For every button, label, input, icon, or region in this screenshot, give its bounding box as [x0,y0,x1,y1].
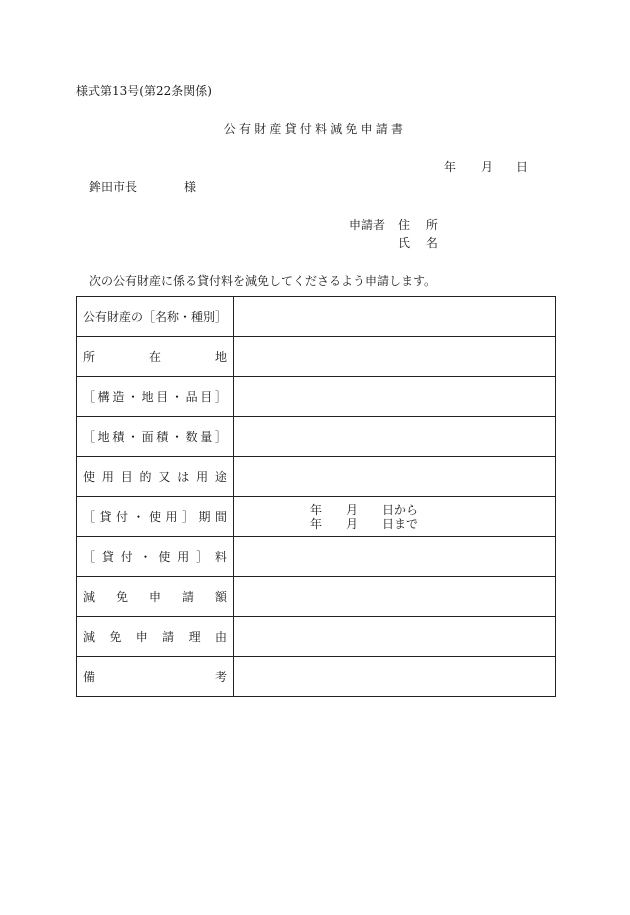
row-label-char: 用 [165,510,178,524]
row-label-char: 料 [214,550,227,564]
period-to-row [310,517,555,531]
form-number: 様式第13号(第22条関係) [76,84,212,98]
row-label-char: ［ [83,510,96,524]
row-label-char: 考 [215,670,228,684]
application-table [76,296,556,697]
row-label-char: 又 [158,470,171,484]
row-label-char: ［ [83,390,96,404]
row-label-char: ［ [83,550,96,564]
row-label-char: ・ [132,510,145,524]
fee-field[interactable] [234,537,556,577]
row-label-char: 所 [83,350,96,364]
row-label-char: ・ [139,550,152,564]
row-label [77,537,233,576]
row-label-char: ］ [196,550,209,564]
row-label-text: 公有財産の［名称・種別］ [83,310,228,324]
addressee: 鉾田市長 [89,180,138,194]
row-label-char: 期 [198,510,211,524]
row-label-cell [77,457,234,497]
row-label-char: 由 [214,630,227,644]
row-label-char: 的 [139,470,152,484]
row-label-char: 減 [83,630,96,644]
row-label-char: 途 [214,470,227,484]
row-label [77,337,233,376]
row-label-char: 減 [83,590,96,604]
row-label [77,657,233,696]
table-row [77,297,556,337]
applicant-address-label: 住 所 [398,218,444,232]
remarks-field[interactable] [234,657,556,697]
applicant-name-label: 氏 名 [398,236,444,250]
row-label-char: 量 [200,430,213,444]
row-label [77,297,233,336]
row-label-char: 在 [149,350,162,364]
row-label-char: ・ [126,390,139,404]
row-label-char: ］ [182,510,195,524]
intro-text: 次の公有財産に係る貸付料を減免してくださるよう申請します。 [89,274,437,288]
period-block [310,503,555,531]
table-row [77,377,556,417]
row-label-char: 用 [196,470,209,484]
row-label-char: 貸 [99,510,112,524]
table-row [77,577,556,617]
period-from-year: 年 [310,502,323,517]
row-label-char: 積 [156,430,169,444]
row-label-cell [77,297,234,337]
row-label-char: ・ [170,430,183,444]
row-label-char: 免 [116,590,129,604]
period-field[interactable] [234,497,556,537]
table-row [77,417,556,457]
date-month-label: 月 [481,160,494,174]
period-from-month: 月 [346,502,359,517]
row-label-char: 請 [182,590,195,604]
row-label-char: 申 [135,630,148,644]
row-label [77,617,233,656]
period-from-row [310,503,555,517]
table-row [77,497,556,537]
row-label [77,377,233,416]
table-row [77,337,556,377]
table-row [77,617,556,657]
row-label-char: 構 [97,390,110,404]
row-label-char: 使 [83,470,96,484]
row-label-char: 地 [215,350,228,364]
row-label-char: 理 [188,630,201,644]
period-to-year: 年 [310,516,323,531]
row-label-char: ・ [126,430,139,444]
row-label-char: 請 [162,630,175,644]
row-label-cell [77,657,234,697]
row-label-char: 使 [149,510,162,524]
date-day-label: 日 [516,160,529,174]
row-label-char: ・ [170,390,183,404]
row-label-cell [77,497,234,537]
row-label [77,577,233,616]
row-label-char: は [177,470,190,484]
row-label-cell [77,537,234,577]
location-field[interactable] [234,337,556,377]
row-label-char: 貸 [101,550,114,564]
row-label-char: 目 [200,390,213,404]
document-title: 公有財産貸付料減免申請書 [223,122,407,136]
row-label-char: 目 [156,390,169,404]
row-label-cell [77,337,234,377]
row-label-char: ］ [214,430,227,444]
property-name-field[interactable] [234,297,556,337]
honorific: 様 [184,180,197,194]
row-label [77,497,233,536]
row-label-char: ［ [83,430,96,444]
row-label-char: 地 [141,390,154,404]
row-label-char: 用 [177,550,190,564]
row-label-char: 数 [185,430,198,444]
structure-field[interactable] [234,377,556,417]
date-year-label: 年 [444,160,457,174]
row-label-cell [77,417,234,457]
row-label-char: 備 [83,670,96,684]
period-to-day: 日まで [382,516,419,531]
row-label-char: 用 [101,470,114,484]
row-label-char: 積 [112,430,125,444]
row-label-char: 付 [116,510,129,524]
row-label-char: 目 [120,470,133,484]
row-label-cell [77,577,234,617]
row-label-char: 造 [112,390,125,404]
table-row [77,457,556,497]
area-quantity-field[interactable] [234,417,556,457]
reduction-reason-field[interactable] [234,617,556,657]
period-to-month: 月 [346,516,359,531]
row-label-cell [77,617,234,657]
row-label-char: 付 [120,550,133,564]
row-label-char: 間 [215,510,228,524]
row-label-char: ］ [214,390,227,404]
period-from-day: 日から [382,502,419,517]
row-label-char: 申 [149,590,162,604]
row-label-char: 額 [215,590,228,604]
applicant-label: 申請者 [349,218,386,232]
row-label [77,457,233,496]
row-label-char: 面 [141,430,154,444]
row-label-char: 使 [158,550,171,564]
row-label-char: 免 [109,630,122,644]
row-label-char: 地 [97,430,110,444]
row-label-char: 品 [185,390,198,404]
purpose-field[interactable] [234,457,556,497]
table-row [77,537,556,577]
reduction-amount-field[interactable] [234,577,556,617]
row-label-cell [77,377,234,417]
row-label [77,417,233,456]
table-row [77,657,556,697]
